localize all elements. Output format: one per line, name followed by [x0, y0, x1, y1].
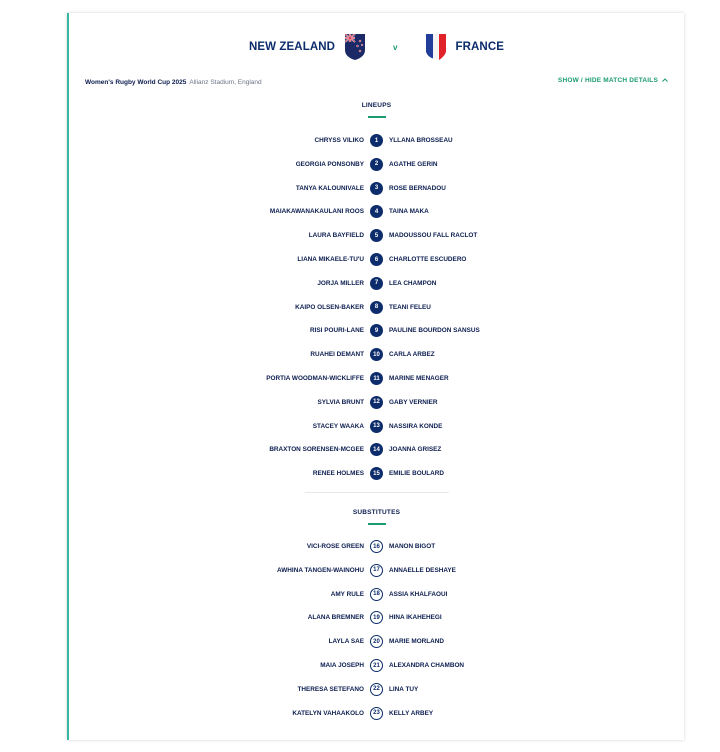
jersey-number-badge: 8	[370, 301, 383, 314]
home-player-name[interactable]: RISI POURI-LANE	[310, 327, 364, 335]
jersey-number-badge: 10	[370, 348, 383, 361]
home-player-name[interactable]: STACEY WAAKA	[312, 422, 364, 430]
lineup-row	[69, 157, 684, 173]
substitute-row	[69, 682, 684, 698]
home-player-name[interactable]: LAYLA SAE	[328, 638, 364, 646]
competition-title: Women's Rugby World Cup 2025	[85, 79, 187, 86]
home-player-name[interactable]: GEORGIA PONSONBY	[295, 160, 364, 168]
match-card	[67, 13, 684, 740]
lineup-row	[69, 133, 684, 149]
substitute-row	[69, 563, 684, 579]
jersey-number-badge: 20	[370, 635, 383, 648]
away-player-name[interactable]: KELLY ARBEY	[389, 709, 434, 717]
away-player-name[interactable]: YLLANA BROSSEAU	[389, 137, 453, 144]
jersey-number-badge: 21	[370, 659, 383, 672]
home-player-name[interactable]: KATELYN VAHAAKOLO	[292, 709, 364, 717]
away-player-name[interactable]: HINA IKAHEHEGI	[389, 614, 442, 622]
jersey-number-badge: 13	[370, 420, 383, 433]
substitutes-title-underline	[368, 523, 386, 525]
home-player-name[interactable]: JORJA MILLER	[317, 279, 364, 287]
away-player-name[interactable]: CHARLOTTE ESCUDERO	[389, 256, 467, 263]
lineup-row	[69, 347, 684, 363]
jersey-number-badge: 9	[370, 324, 383, 337]
home-player-name[interactable]: MAIA JOSEPH	[320, 662, 364, 669]
away-player-name[interactable]: AGATHE GERIN	[389, 160, 438, 168]
competition-info	[85, 71, 262, 89]
home-player-name[interactable]: LIANA MIKAELE-TU'U	[297, 256, 364, 263]
jersey-number-badge: 6	[370, 253, 383, 266]
substitutes-title: SUBSTITUTES	[352, 509, 401, 516]
substitute-row	[69, 706, 684, 722]
away-player-name[interactable]: TEANI FELEU	[389, 303, 431, 311]
away-player-name[interactable]: PAULINE BOURDON SANSUS	[389, 327, 480, 335]
jersey-number-badge: 1	[370, 134, 383, 147]
substitute-row	[69, 634, 684, 650]
versus-label: v	[393, 42, 398, 52]
home-player-name[interactable]: RENEE HOLMES	[312, 470, 364, 478]
substitute-row	[69, 658, 684, 674]
venue-label: Allianz Stadium, England	[189, 79, 262, 86]
toggle-match-details-label: SHOW / HIDE MATCH DETAILS	[557, 76, 658, 84]
home-player-name[interactable]: LAURA BAYFIELD	[308, 232, 364, 240]
home-player-name[interactable]: KAIPO OLSEN-BAKER	[295, 303, 364, 311]
home-player-name[interactable]: THERESA SETEFANO	[297, 685, 364, 693]
lineup-row	[69, 276, 684, 292]
home-player-name[interactable]: RUAHEI DEMANT	[310, 351, 364, 359]
lineup-row	[69, 419, 684, 435]
lineup-row	[69, 228, 684, 244]
lineups-title-underline	[368, 116, 386, 118]
jersey-number-badge: 15	[370, 467, 383, 480]
jersey-number-badge: 16	[370, 540, 383, 553]
home-team-name[interactable]: NEW ZEALAND	[248, 41, 336, 53]
new-zealand-flag-icon	[344, 33, 366, 61]
away-player-name[interactable]: ANNAELLE DESHAYE	[389, 566, 456, 574]
jersey-number-badge: 18	[370, 588, 383, 601]
substitute-row	[69, 539, 684, 555]
home-player-name[interactable]: SYLVIA BRUNT	[317, 398, 364, 406]
away-player-name[interactable]: MARINE MENAGER	[389, 375, 449, 382]
lineup-row	[69, 442, 684, 458]
lineup-row	[69, 300, 684, 316]
lineup-row	[69, 323, 684, 339]
away-player-name[interactable]: JOANNA GRISEZ	[389, 446, 442, 454]
substitute-row	[69, 587, 684, 603]
lineup-row	[69, 395, 684, 411]
match-header	[69, 27, 684, 67]
away-player-name[interactable]: EMILIE BOULARD	[389, 470, 445, 478]
home-player-name[interactable]: AMY RULE	[330, 590, 364, 598]
home-player-name[interactable]: VICI-ROSE GREEN	[306, 543, 364, 550]
away-player-name[interactable]: ROSE BERNADOU	[389, 184, 446, 192]
home-player-name[interactable]: TANYA KALOUNIVALE	[295, 184, 364, 192]
away-team-name[interactable]: FRANCE	[455, 41, 505, 53]
jersey-number-badge: 12	[370, 396, 383, 409]
lineup-row	[69, 252, 684, 268]
away-player-name[interactable]: MANON BIGOT	[389, 543, 436, 550]
away-player-name[interactable]: GABY VERNIER	[389, 398, 438, 406]
jersey-number-badge: 5	[370, 229, 383, 242]
away-player-name[interactable]: MARIE MORLAND	[389, 638, 445, 646]
home-player-name[interactable]: ALANA BREMNER	[307, 614, 364, 622]
substitute-row	[69, 610, 684, 626]
lineup-row	[69, 181, 684, 197]
lineup-row	[69, 466, 684, 482]
away-player-name[interactable]: CARLA ARBEZ	[389, 351, 435, 359]
toggle-match-details-button[interactable]	[558, 77, 668, 84]
home-player-name[interactable]: AWHINA TANGEN-WAINOHU	[277, 566, 364, 574]
away-player-name[interactable]: TAINA MAKA	[389, 208, 429, 216]
competition-bar	[85, 73, 668, 87]
jersey-number-badge: 19	[370, 611, 383, 624]
home-player-name[interactable]: BRAXTON SORENSEN-MCGEE	[269, 446, 364, 454]
home-player-name[interactable]: CHRYSS VILIKO	[314, 137, 364, 144]
jersey-number-badge: 14	[370, 443, 383, 456]
away-player-name[interactable]: LINA TUY	[389, 685, 419, 693]
jersey-number-badge: 11	[370, 372, 383, 385]
jersey-number-badge: 2	[370, 158, 383, 171]
jersey-number-badge: 17	[370, 564, 383, 577]
lineup-row	[69, 371, 684, 387]
france-flag-icon	[425, 33, 447, 61]
jersey-number-badge: 3	[370, 182, 383, 195]
lineup-row	[69, 204, 684, 220]
chevron-up-icon	[662, 78, 668, 82]
section-divider	[305, 492, 449, 493]
away-player-name[interactable]: MADOUSSOU FALL RACLOT	[389, 232, 478, 240]
jersey-number-badge: 4	[370, 205, 383, 218]
home-player-name[interactable]: MAIAKAWANAKAULANI ROOS	[269, 208, 364, 216]
away-player-name[interactable]: ASSIA KHALFAOUI	[389, 590, 448, 598]
away-player-name[interactable]: ALEXANDRA CHAMBON	[389, 662, 465, 669]
jersey-number-badge: 7	[370, 277, 383, 290]
away-player-name[interactable]: NASSIRA KONDE	[389, 422, 443, 430]
jersey-number-badge: 23	[370, 707, 383, 720]
jersey-number-badge: 22	[370, 683, 383, 696]
away-player-name[interactable]: LEA CHAMPON	[389, 279, 437, 287]
lineups-title: LINEUPS	[361, 102, 392, 109]
home-player-name[interactable]: PORTIA WOODMAN-WICKLIFFE	[266, 375, 364, 382]
